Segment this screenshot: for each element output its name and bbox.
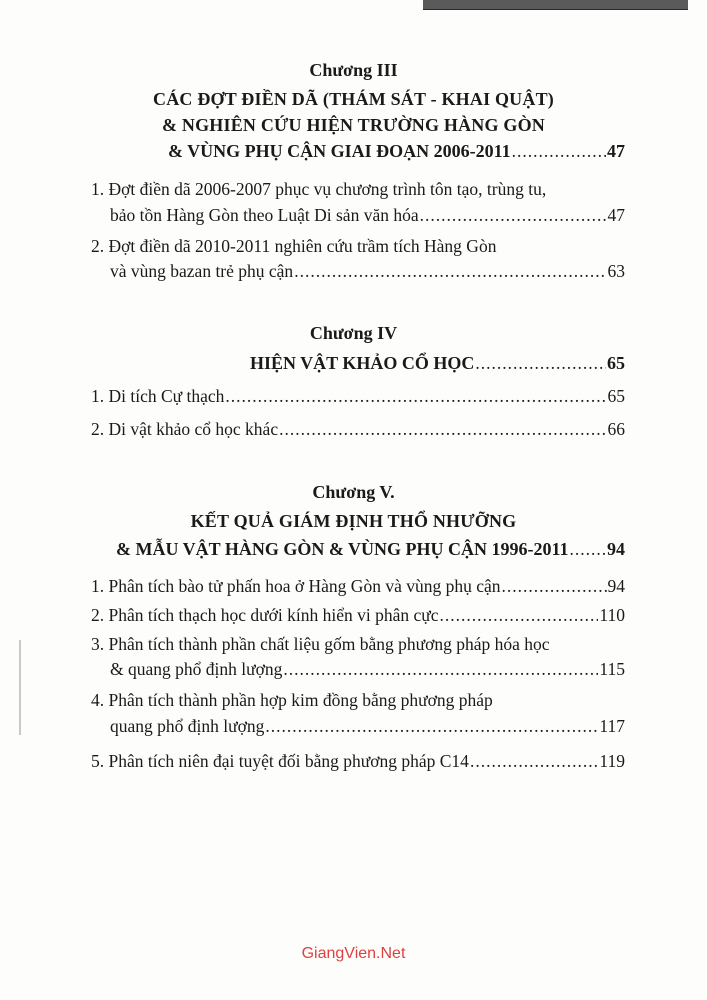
- toc-entry-text: 2. Di vật khảo cổ học khác: [91, 419, 279, 439]
- chapter-3-title-line-1: CÁC ĐỢT ĐIỀN DÃ (THÁM SÁT - KHAI QUẬT): [153, 89, 554, 109]
- leader-dots: [512, 141, 606, 162]
- chapter-4-title-entry[interactable]: [250, 353, 625, 374]
- toc-entry-text: quang phổ định lượng: [110, 716, 265, 736]
- toc-entry-text: 1. Đợt điền dã 2006-2007 phục vụ chương trình tôn tạo, trùng tu,: [91, 179, 547, 199]
- page-number: 119: [599, 751, 625, 771]
- toc-entry[interactable]: [110, 659, 625, 680]
- leader-dots: [279, 419, 606, 440]
- leader-dots: [265, 716, 598, 737]
- toc-entry[interactable]: [91, 386, 625, 407]
- toc-entry-text: 2. Phân tích thạch học dưới kính hiển vi phân cực: [91, 605, 439, 625]
- toc-entry[interactable]: [91, 751, 625, 772]
- toc-entry[interactable]: [91, 576, 625, 597]
- page-number: 47: [607, 141, 625, 161]
- leader-dots: [475, 353, 606, 374]
- toc-entry-line: [91, 236, 625, 257]
- toc-entry-line: [91, 690, 625, 711]
- toc-entry[interactable]: [110, 205, 625, 226]
- chapter-3-title-entry[interactable]: [168, 141, 625, 162]
- leader-dots: [470, 751, 598, 772]
- chapter-3-title-line-2: & NGHIÊN CỨU HIỆN TRƯỜNG HÀNG GÒN: [162, 115, 545, 135]
- leader-dots: [570, 539, 607, 560]
- page-number: 65: [607, 386, 625, 406]
- chapter-5-label: Chương V.: [312, 482, 395, 502]
- page-number: 110: [599, 605, 625, 625]
- leader-dots: [283, 659, 598, 680]
- toc-entry-line: [91, 179, 625, 200]
- toc-entry-text: 4. Phân tích thành phần hợp kim đồng bằng phương pháp: [91, 690, 493, 710]
- toc-entry-text: 1. Phân tích bào tử phấn hoa ở Hàng Gòn và vùng phụ cận: [91, 576, 501, 596]
- page-number: 117: [599, 716, 625, 736]
- toc-entry-text: 1. Di tích Cự thạch: [91, 386, 225, 406]
- toc-entry-text: bảo tồn Hàng Gòn theo Luật Di sản văn hóa: [110, 205, 419, 225]
- chapter-4-label: Chương IV: [309, 323, 398, 343]
- toc-entry-text: 5. Phân tích niên đại tuyệt đối bằng phương pháp C14: [91, 751, 469, 771]
- chapter-3-title-line-3: & VÙNG PHỤ CẬN GIAI ĐOẠN 2006-2011: [168, 141, 511, 161]
- leader-dots: [440, 605, 599, 626]
- chapter-3-label: Chương III: [309, 60, 398, 80]
- leader-dots: [294, 261, 606, 282]
- page-number: 63: [607, 261, 625, 281]
- toc-entry-text: 2. Đợt điền dã 2010-2011 nghiên cứu trầm tích Hàng Gòn: [91, 236, 497, 256]
- chapter-5-title-line-2: & MẪU VẬT HÀNG GÒN & VÙNG PHỤ CẬN 1996-2011: [116, 539, 569, 559]
- toc-entry[interactable]: [110, 716, 625, 737]
- leader-dots: [502, 576, 607, 597]
- watermark-text: GiangVien.Net: [301, 945, 406, 962]
- toc-entry[interactable]: [110, 261, 625, 282]
- page-number: 47: [607, 205, 625, 225]
- chapter-5-title-entry[interactable]: [116, 539, 625, 560]
- page-number: 94: [607, 539, 625, 559]
- page-number: 65: [607, 353, 625, 373]
- toc-entry-text: & quang phổ định lượng: [110, 659, 283, 679]
- toc-entry[interactable]: [91, 605, 625, 626]
- page-number: 66: [607, 419, 625, 439]
- toc-entry-text: 3. Phân tích thành phần chất liệu gốm bằng phương pháp hóa học: [91, 634, 550, 654]
- toc-entry-line: [91, 634, 625, 655]
- chapter-5-title-line-1: KẾT QUẢ GIÁM ĐỊNH THỔ NHƯỠNG: [190, 511, 517, 531]
- toc-entry[interactable]: [91, 419, 625, 440]
- toc-entry-text: và vùng bazan trẻ phụ cận: [110, 261, 294, 281]
- chapter-4-title: HIỆN VẬT KHẢO CỔ HỌC: [250, 353, 475, 373]
- leader-dots: [420, 205, 607, 226]
- page-number: 115: [599, 659, 625, 679]
- leader-dots: [225, 386, 606, 407]
- page-number: 94: [607, 576, 625, 596]
